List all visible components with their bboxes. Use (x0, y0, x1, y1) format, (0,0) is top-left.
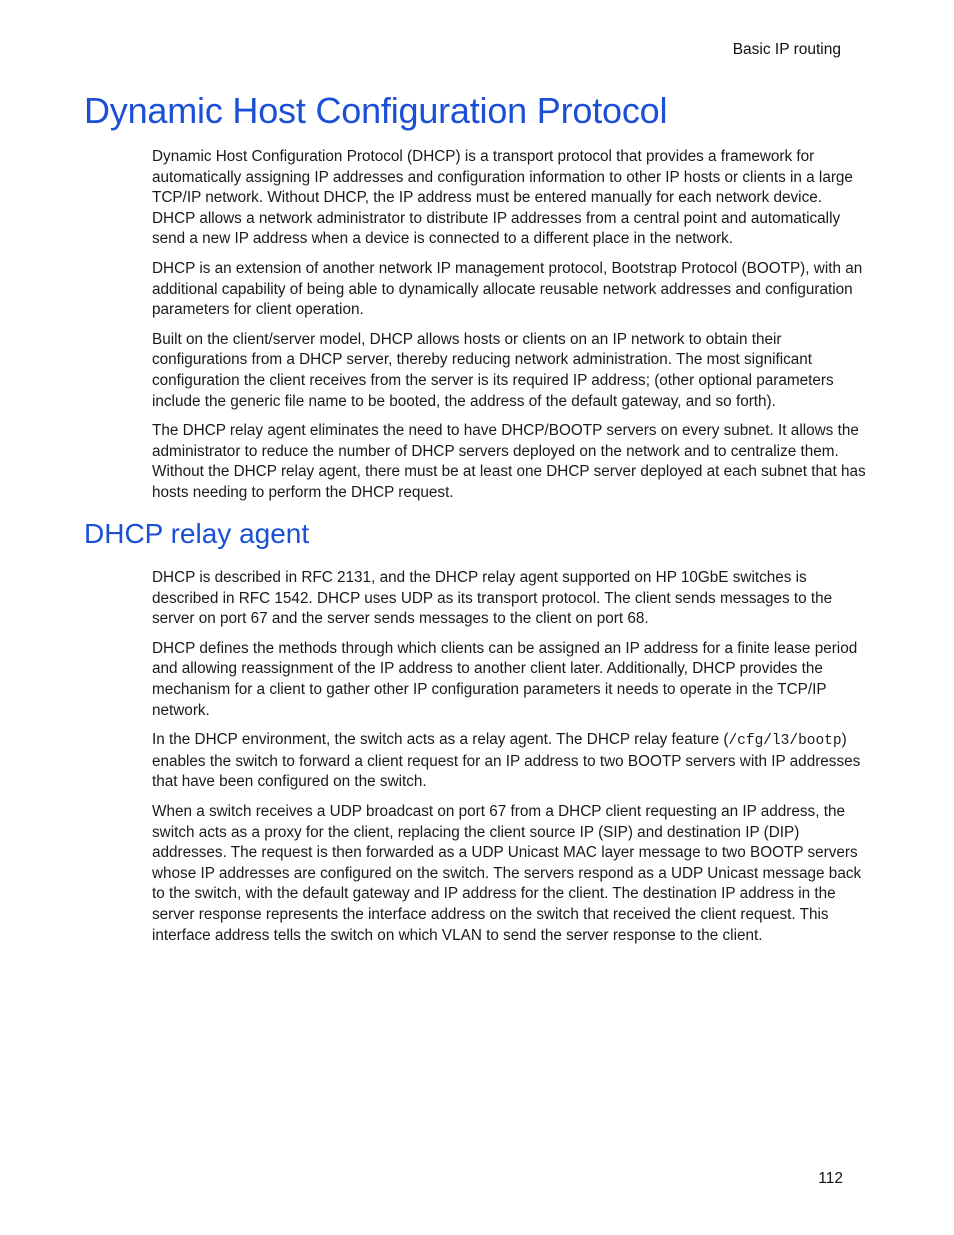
section-title-dhcp-relay-agent: DHCP relay agent (84, 518, 310, 549)
paragraph: When a switch receives a UDP broadcast on port 67 from a DHCP client requesting an IP address, the switch acts as a proxy for the client, replacing the client source IP (SIP) and destination IP (DIP) addresses. The request is then forwarded as a UDP Unicast MAC layer message to two BOOTP servers whose IP addresses are configured on the switch. The servers respond as a UDP Unicast message back to the switch, with the default gateway and IP address for the client. The destination IP address in the server response represents the interface address on the switch that received the client request. This interface address tells the switch on which VLAN to send the server response to the client. (152, 802, 862, 944)
paragraph: DHCP defines the methods through which clients can be assigned an IP address for a finite lease period and allowing reassignment of the IP address to another client later. Additionally, DHCP provides the mechanism for a client to gather other IP configuration parameters it needs to operate in the TCP/IP network. (152, 639, 858, 719)
paragraph-with-command (152, 730, 868, 793)
running-header: Basic IP routing (732, 41, 841, 58)
section-body-dhcp-relay-agent (152, 568, 868, 955)
paragraph: DHCP is an extension of another network IP management protocol, Bootstrap Protocol (BOOTP), with an additional capability of being able to dynamically allocate reusable network addresses and configuration parameters for client operation. (152, 259, 863, 319)
page-number: 112 (818, 1170, 843, 1187)
paragraph: DHCP is described in RFC 2131, and the DHCP relay agent supported on HP 10GbE switches is described in RFC 1542. DHCP uses UDP as its transport protocol. The client sends messages to the server on port 67 and the server sends messages to the client on port 68. (152, 569, 833, 628)
paragraph: The DHCP relay agent eliminates the need to have DHCP/BOOTP servers on every subnet. It allows the administrator to reduce the number of DHCP servers deployed on the network and to centralize them. Without the DHCP relay agent, there must be at least one DHCP server deployed at each subnet that has hosts needing to perform the DHCP request. (152, 422, 866, 501)
section-body-dhcp (152, 147, 868, 513)
section-title-dhcp: Dynamic Host Configuration Protocol (84, 90, 668, 131)
command-path: /cfg/l3/bootp (728, 733, 842, 750)
paragraph: Dynamic Host Configuration Protocol (DHCP) is a transport protocol that provides a framework for automatically assigning IP addresses and configuration information to other IP hosts or clients in a large TCP/IP network. Without DHCP, the IP address must be entered manually for each network device. DHCP allows a network administrator to distribute IP addresses from a central point and automatically send a new IP address when a device is connected to a different place in the network. (152, 148, 853, 248)
text-run: ) enables the switch to forward a client request for an IP address to two BOOTP servers with IP addresses that have been configured on the switch. (152, 731, 861, 791)
text-run: In the DHCP environment, the switch acts as a relay agent. The DHCP relay feature ( (152, 731, 729, 749)
paragraph: Built on the client/server model, DHCP allows hosts or clients on an IP network to obtain their configurations from a DHCP server, thereby reducing network administration. The most significant configuration the client receives from the server is its required IP address; (other optional parameters include the generic file name to be booted, the address of the default gateway, and so forth). (152, 330, 834, 410)
